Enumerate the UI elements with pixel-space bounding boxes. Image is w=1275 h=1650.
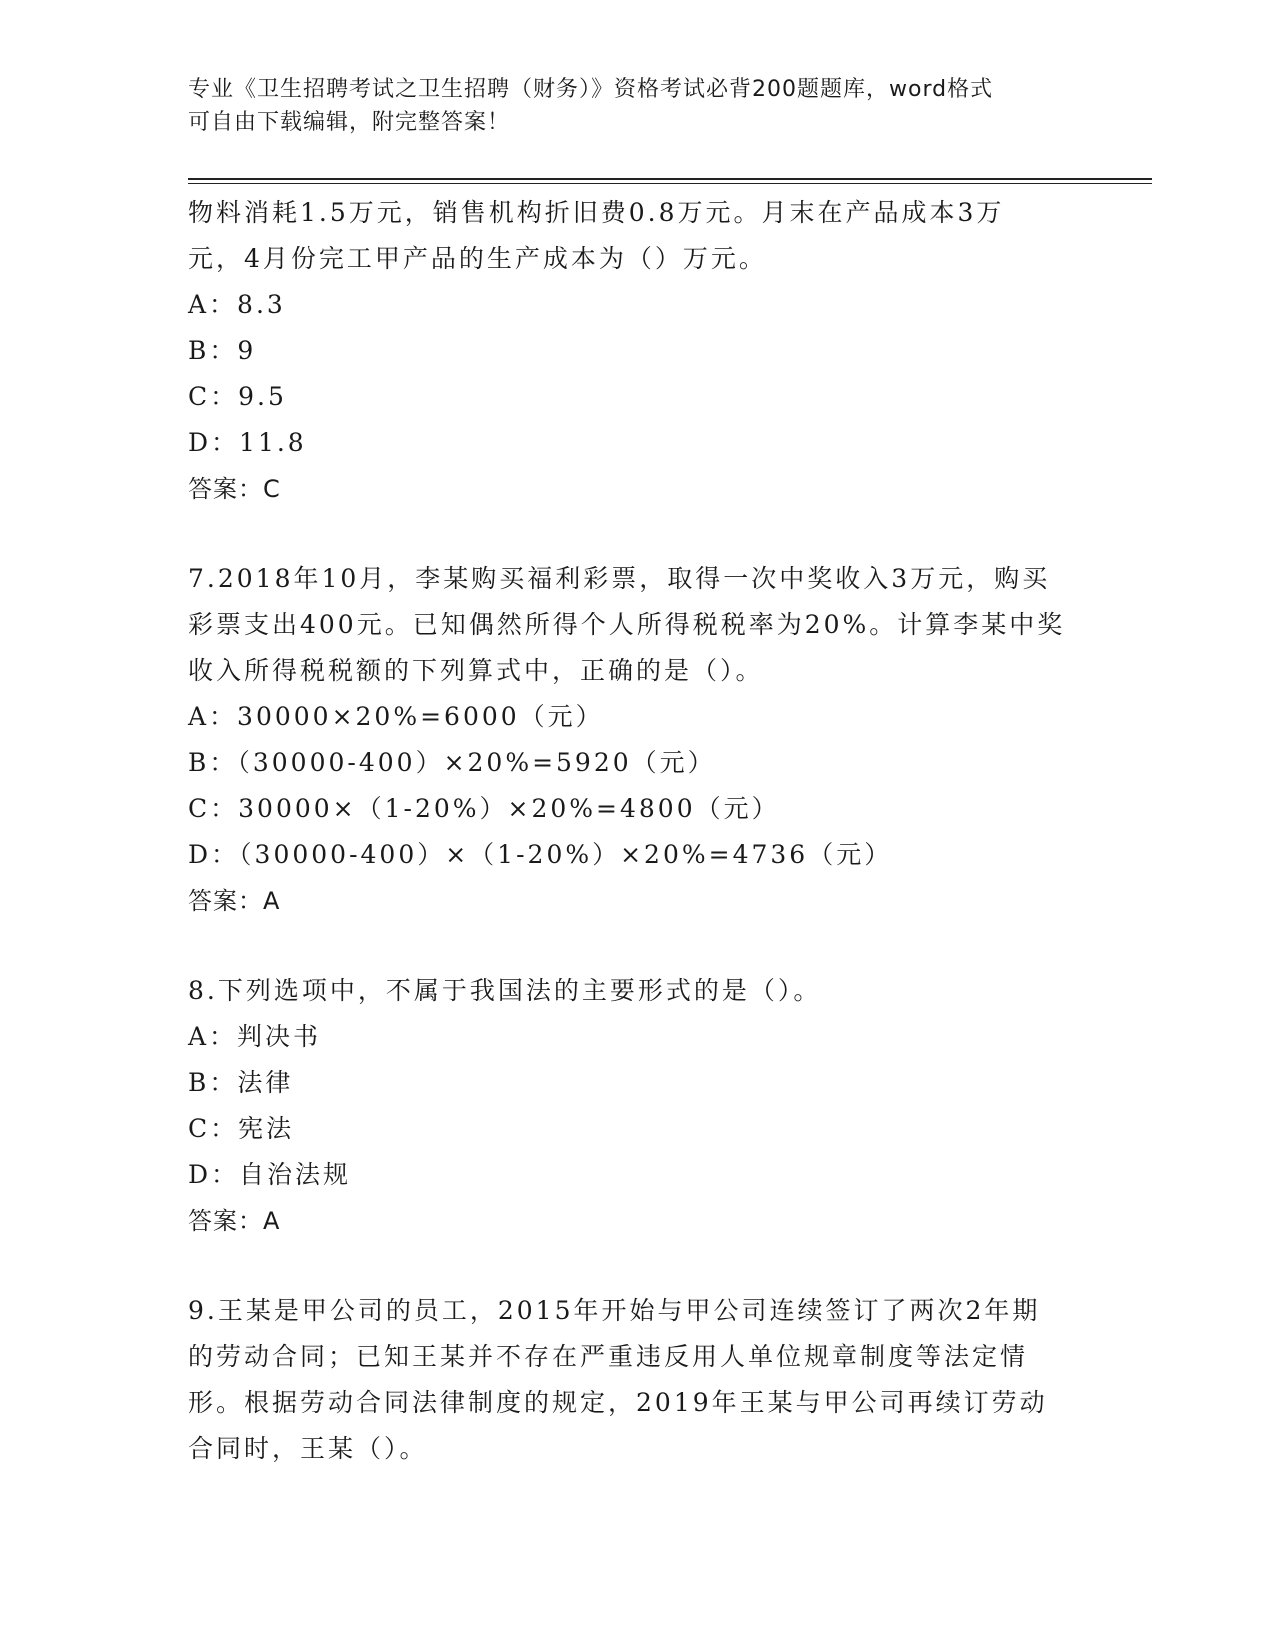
option-a: A：8.3 bbox=[188, 290, 286, 319]
question-8 bbox=[188, 968, 1088, 1244]
answer-line: 答案：A bbox=[188, 1207, 281, 1235]
header-title-line-1: 专业《卫生招聘考试之卫生招聘（财务）》资格考试必背200题题库，word格式 bbox=[188, 77, 994, 102]
question-text-line: 形。根据劳动合同法律制度的规定，2019年王某与甲公司再续订劳动 bbox=[188, 1388, 1048, 1417]
question-text-line: 7.2018年10月，李某购买福利彩票，取得一次中奖收入3万元，购买 bbox=[188, 564, 1051, 593]
header-title-line-2: 可自由下载编辑，附完整答案！ bbox=[188, 110, 511, 135]
question-text-line: 收入所得税税额的下列算式中，正确的是（）。 bbox=[188, 656, 764, 685]
option-c: C：30000×（1-20%）×20%=4800（元） bbox=[188, 794, 780, 823]
answer-line: 答案：A bbox=[188, 887, 281, 915]
option-c: C：9.5 bbox=[188, 382, 287, 411]
header-divider-thick bbox=[188, 178, 1152, 180]
question-text-line: 8.下列选项中，不属于我国法的主要形式的是（）。 bbox=[188, 976, 822, 1005]
question-text-line: 合同时，王某（）。 bbox=[188, 1434, 428, 1463]
option-d: D：11.8 bbox=[188, 428, 307, 457]
spacer bbox=[188, 924, 1088, 968]
question-6-continued bbox=[188, 190, 1088, 512]
spacer bbox=[188, 1244, 1088, 1288]
option-d: D：自治法规 bbox=[188, 1160, 352, 1189]
question-7 bbox=[188, 556, 1088, 924]
option-a: A：判决书 bbox=[188, 1022, 322, 1051]
question-text-line: 彩票支出400元。已知偶然所得个人所得税税率为20%。计算李某中奖 bbox=[188, 610, 1066, 639]
option-b: B：9 bbox=[188, 336, 257, 365]
document-body bbox=[188, 190, 1088, 1472]
spacer bbox=[188, 512, 1088, 556]
document-header bbox=[188, 73, 1088, 139]
header-divider-thin bbox=[188, 183, 1152, 184]
option-b: B：法律 bbox=[188, 1068, 294, 1097]
option-d: D：（30000-400）×（1-20%）×20%=4736（元） bbox=[188, 840, 893, 869]
question-9 bbox=[188, 1288, 1088, 1472]
option-a: A：30000×20%=6000（元） bbox=[188, 702, 604, 731]
question-text-line: 的劳动合同；已知王某并不存在严重违反用人单位规章制度等法定情 bbox=[188, 1342, 1029, 1371]
question-text-line: 物料消耗1.5万元，销售机构折旧费0.8万元。月末在产品成本3万 bbox=[188, 198, 1005, 227]
option-c: C：宪法 bbox=[188, 1114, 295, 1143]
question-text-line: 元，4月份完工甲产品的生产成本为（）万元。 bbox=[188, 244, 767, 273]
option-b: B：（30000-400）×20%=5920（元） bbox=[188, 748, 716, 777]
answer-line: 答案：C bbox=[188, 475, 281, 503]
question-text-line: 9.王某是甲公司的员工，2015年开始与甲公司连续签订了两次2年期 bbox=[188, 1296, 1041, 1325]
